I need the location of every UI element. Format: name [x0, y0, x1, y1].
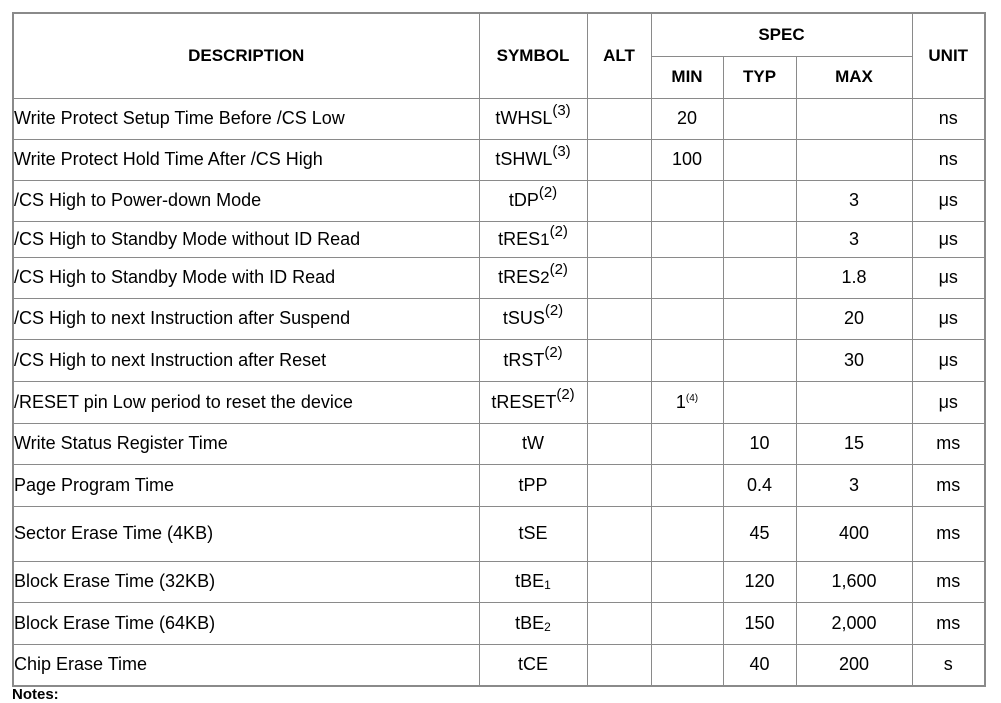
symbol-subscript: RESET — [496, 391, 557, 412]
row-alt — [587, 561, 651, 602]
row-typ — [723, 221, 796, 257]
row-description: /CS High to Standby Mode with ID Read — [13, 257, 479, 298]
row-symbol — [479, 506, 587, 561]
row-max: 20 — [796, 298, 912, 339]
row-description: /CS High to next Instruction after Suspend — [13, 298, 479, 339]
symbol-t: t — [503, 349, 509, 370]
row-typ: 0.4 — [723, 464, 796, 506]
row-alt — [587, 602, 651, 644]
row-max: 2,000 — [796, 602, 912, 644]
row-symbol — [479, 602, 587, 644]
row-max: 30 — [796, 339, 912, 381]
header-description: DESCRIPTION — [13, 13, 479, 98]
min-value: 100 — [671, 149, 703, 169]
symbol-note: (3) — [552, 102, 571, 119]
row-symbol — [479, 423, 587, 464]
row-min — [651, 464, 723, 506]
symbol-subscript: W — [527, 433, 544, 453]
row-typ: 40 — [723, 644, 796, 686]
row-min — [651, 180, 723, 221]
row-max: 3 — [796, 464, 912, 506]
header-max: MAX — [796, 56, 912, 98]
row-max — [796, 381, 912, 423]
header-alt: ALT — [587, 13, 651, 98]
symbol-t: t — [508, 190, 514, 210]
symbol-t: t — [498, 267, 504, 287]
symbol-note: (3) — [552, 143, 571, 160]
row-min — [651, 561, 723, 602]
symbol-note: (2) — [549, 261, 568, 278]
row-max: 1,600 — [796, 561, 912, 602]
row-alt — [587, 506, 651, 561]
row-typ — [723, 339, 796, 381]
row-max: 400 — [796, 506, 912, 561]
symbol-index: 1 — [544, 578, 551, 592]
row-alt — [587, 464, 651, 506]
ac-timing-table — [12, 12, 986, 687]
header-unit: UNIT — [912, 13, 985, 98]
row-description: Write Status Register Time — [13, 423, 479, 464]
symbol-subscript: RES — [503, 267, 541, 287]
symbol-subscript: SHWL — [500, 149, 553, 169]
header-min: MIN — [651, 56, 723, 98]
row-unit: ns — [912, 98, 985, 139]
row-description: /CS High to Standby Mode without ID Read — [13, 221, 479, 257]
row-description: Page Program Time — [13, 464, 479, 506]
row-description: Write Protect Setup Time Before /CS Low — [13, 98, 479, 139]
row-min — [651, 298, 723, 339]
row-unit: ms — [912, 506, 985, 561]
min-note: (4) — [685, 392, 699, 404]
table-row — [13, 98, 985, 139]
symbol-subscript: BE — [520, 612, 545, 633]
row-typ — [723, 298, 796, 339]
symbol-note: (2) — [538, 184, 558, 201]
min-value: 1 — [675, 391, 686, 412]
row-min — [651, 139, 723, 180]
row-symbol — [479, 98, 587, 139]
symbol-subscript: BE — [520, 571, 545, 591]
symbol-index: 1 — [540, 229, 550, 249]
row-max: 3 — [796, 221, 912, 257]
table-row — [13, 464, 985, 506]
row-min — [651, 257, 723, 298]
row-unit: μs — [912, 257, 985, 298]
table-row — [13, 139, 985, 180]
row-min — [651, 506, 723, 561]
row-symbol — [479, 644, 587, 686]
row-unit: s — [912, 644, 985, 686]
row-unit: μs — [912, 339, 985, 381]
symbol-t: t — [518, 523, 524, 543]
row-typ — [723, 98, 796, 139]
row-description: /CS High to Power-down Mode — [13, 180, 479, 221]
row-symbol — [479, 464, 587, 506]
symbol-t: t — [515, 571, 521, 591]
symbol-subscript: DP — [513, 190, 539, 210]
row-unit: μs — [912, 221, 985, 257]
row-unit: μs — [912, 298, 985, 339]
header-spec: SPEC — [651, 13, 912, 56]
symbol-index: 2 — [544, 619, 551, 634]
table-row — [13, 381, 985, 423]
row-max: 1.8 — [796, 257, 912, 298]
row-min — [651, 221, 723, 257]
row-unit: μs — [912, 180, 985, 221]
row-description: Block Erase Time (32KB) — [13, 561, 479, 602]
min-value: 20 — [676, 108, 698, 128]
row-alt — [587, 381, 651, 423]
symbol-subscript: SE — [523, 523, 548, 543]
row-min — [651, 339, 723, 381]
row-description: Chip Erase Time — [13, 644, 479, 686]
symbol-t: t — [495, 108, 501, 128]
row-alt — [587, 423, 651, 464]
row-min — [651, 423, 723, 464]
row-max — [796, 98, 912, 139]
row-typ — [723, 180, 796, 221]
table-row — [13, 221, 985, 257]
symbol-subscript: RES — [503, 228, 541, 249]
row-typ — [723, 257, 796, 298]
row-symbol — [479, 339, 587, 381]
symbol-note: (2) — [549, 222, 568, 240]
table-row — [13, 561, 985, 602]
row-min — [651, 602, 723, 644]
symbol-t: t — [515, 612, 521, 633]
row-symbol — [479, 561, 587, 602]
symbol-subscript: SUS — [507, 308, 545, 328]
table-row — [13, 298, 985, 339]
symbol-t: t — [502, 308, 508, 328]
row-symbol — [479, 139, 587, 180]
row-description: Block Erase Time (64KB) — [13, 602, 479, 644]
row-alt — [587, 298, 651, 339]
symbol-note: (2) — [544, 302, 564, 319]
row-symbol — [479, 381, 587, 423]
notes-heading: Notes: — [12, 686, 59, 703]
row-alt — [587, 339, 651, 381]
symbol-note: (2) — [544, 343, 563, 361]
symbol-subscript: CE — [523, 654, 549, 675]
row-max: 15 — [796, 423, 912, 464]
row-unit: ms — [912, 464, 985, 506]
symbol-subscript: WHSL — [500, 108, 553, 128]
symbol-t: t — [518, 474, 524, 495]
row-alt — [587, 98, 651, 139]
header-typ: TYP — [723, 56, 796, 98]
row-typ: 150 — [723, 602, 796, 644]
row-symbol — [479, 298, 587, 339]
row-symbol — [479, 257, 587, 298]
row-unit: μs — [912, 381, 985, 423]
row-alt — [587, 139, 651, 180]
symbol-subscript: PP — [523, 474, 548, 495]
row-alt — [587, 644, 651, 686]
row-description: Sector Erase Time (4KB) — [13, 506, 479, 561]
row-typ — [723, 381, 796, 423]
row-typ: 120 — [723, 561, 796, 602]
row-alt — [587, 180, 651, 221]
symbol-t: t — [521, 433, 527, 453]
table-row — [13, 257, 985, 298]
symbol-index: 2 — [540, 268, 550, 287]
row-description: /RESET pin Low period to reset the device — [13, 381, 479, 423]
symbol-t: t — [498, 228, 504, 249]
row-min — [651, 381, 723, 423]
row-typ — [723, 139, 796, 180]
table-row — [13, 506, 985, 561]
table-body — [13, 98, 985, 686]
row-typ: 10 — [723, 423, 796, 464]
row-description: /CS High to next Instruction after Reset — [13, 339, 479, 381]
row-alt — [587, 221, 651, 257]
row-unit: ms — [912, 561, 985, 602]
symbol-t: t — [495, 149, 501, 169]
row-symbol — [479, 180, 587, 221]
table-row — [13, 602, 985, 644]
table-row — [13, 180, 985, 221]
symbol-t: t — [491, 391, 497, 412]
row-unit: ms — [912, 423, 985, 464]
table-row — [13, 339, 985, 381]
row-max: 200 — [796, 644, 912, 686]
row-unit: ns — [912, 139, 985, 180]
row-typ: 45 — [723, 506, 796, 561]
row-min — [651, 644, 723, 686]
row-max — [796, 139, 912, 180]
symbol-t: t — [517, 654, 523, 675]
row-symbol — [479, 221, 587, 257]
header-symbol: SYMBOL — [479, 13, 587, 98]
row-description: Write Protect Hold Time After /CS High — [13, 139, 479, 180]
symbol-subscript: RST — [508, 349, 545, 370]
table-row — [13, 423, 985, 464]
row-unit: ms — [912, 602, 985, 644]
row-min — [651, 98, 723, 139]
row-max: 3 — [796, 180, 912, 221]
table-row — [13, 644, 985, 686]
symbol-note: (2) — [556, 385, 575, 403]
row-alt — [587, 257, 651, 298]
